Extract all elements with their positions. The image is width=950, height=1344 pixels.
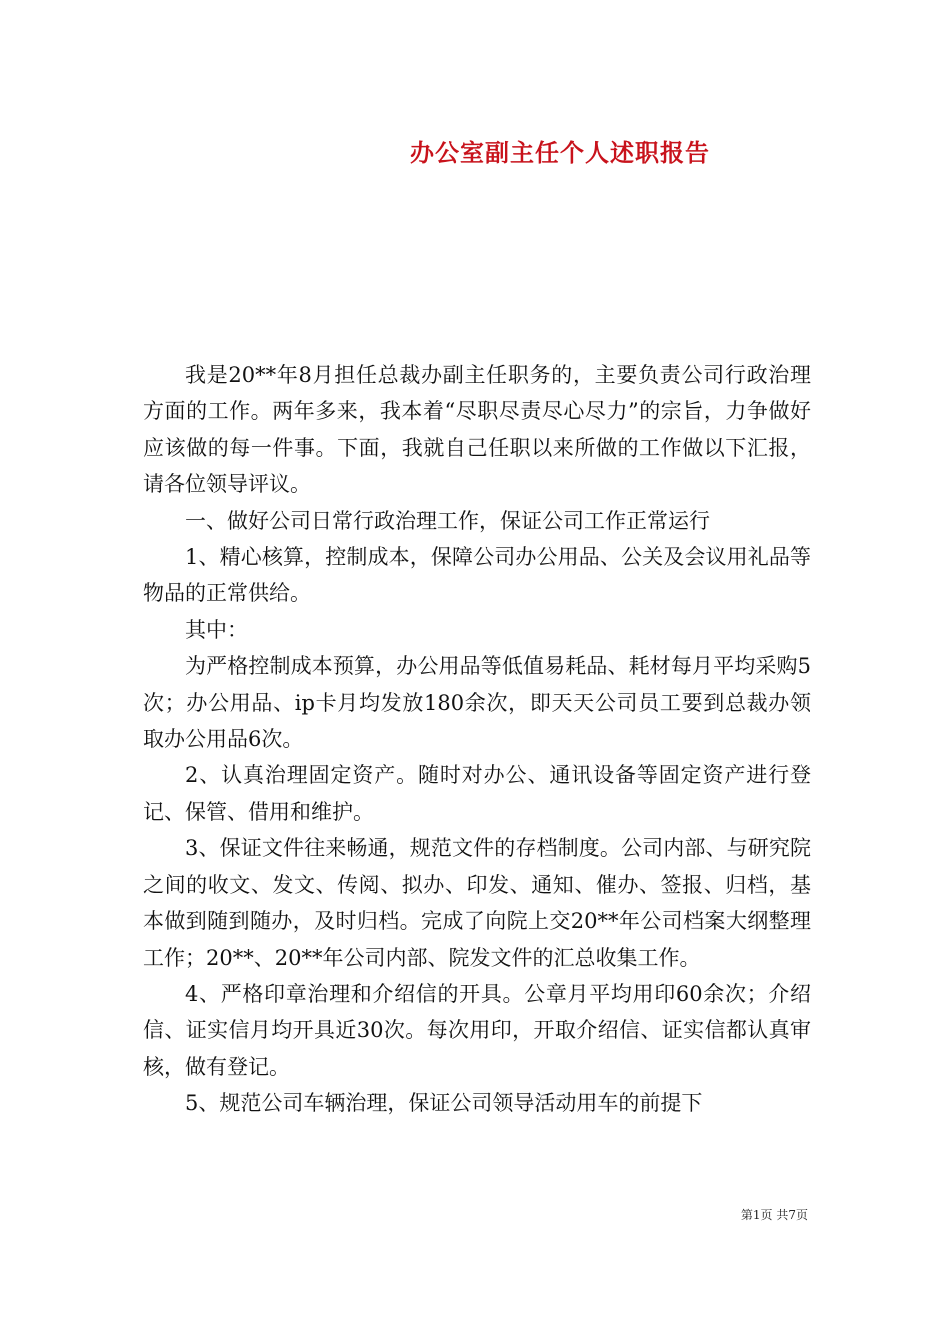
page-number-footer: 第1页 共7页 xyxy=(740,1208,808,1222)
paragraph-item-2: 2、认真治理固定资产。随时对办公、通讯设备等固定资产进行登记、保管、借用和维护。 xyxy=(143,763,811,824)
paragraph-cost-control: 为严格控制成本预算，办公用品等低值易耗品、耗材每月平均采购5次；办公用品、ip卡月均发放180余次，即天天公司员工要到总裁办领取办公用品6次。 xyxy=(143,654,811,752)
paragraph-section-1-heading: 一、做好公司日常行政治理工作，保证公司工作正常运行 xyxy=(185,508,710,533)
paragraph-item-3: 3、保证文件往来畅通，规范文件的存档制度。公司内部、与研究院之间的收文、发文、传阅、拟办、印发、通知、催办、签报、归档，基本做到随到随办，及时归档。完成了向院上交20**年公司档案大纲整理工作；20**、20**年公司内部、院发文件的汇总收集工作。 xyxy=(143,836,811,970)
paragraph-item-5: 5、规范公司车辆治理，保证公司领导活动用车的前提下 xyxy=(185,1091,703,1116)
document-body xyxy=(143,357,811,1122)
paragraph-item-4: 4、严格印章治理和介绍信的开具。公章月平均用印60余次；介绍信、证实信月均开具近30次。每次用印，开取介绍信、证实信都认真审核，做有登记。 xyxy=(143,981,811,1079)
page-title: 办公室副主任个人述职报告 xyxy=(410,138,710,167)
paragraph-item-1: 1、精心核算，控制成本，保障公司办公用品、公关及会议用礼品等物品的正常供给。 xyxy=(143,545,811,606)
paragraph-intro: 我是20**年8月担任总裁办副主任职务的，主要负责公司行政治理方面的工作。两年多来，我本着“尽职尽责尽心尽力”的宗旨，力争做好应该做的每一件事。下面，我就自己任职以来所做的工作做以下汇报，请各位领导评议。 xyxy=(143,363,811,497)
paragraph-among: 其中： xyxy=(185,617,248,642)
